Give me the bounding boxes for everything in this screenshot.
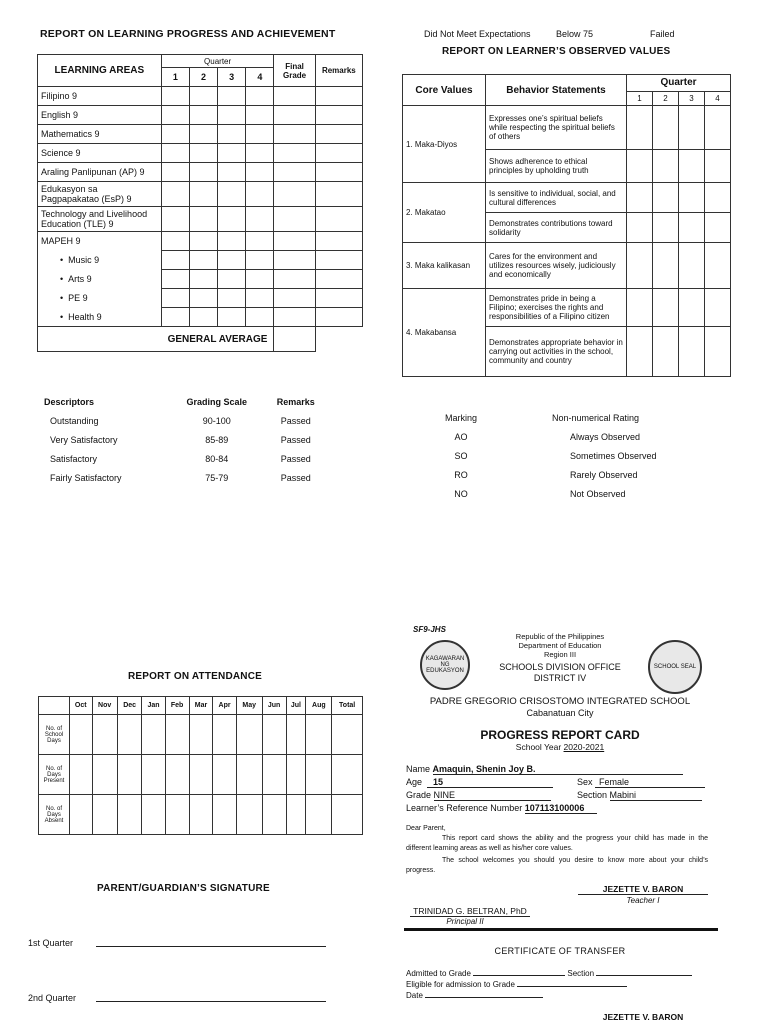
mapeh-subject: • Health 9 [38,308,162,327]
school-year: School Year 2020-2021 [515,742,605,752]
division: SCHOOLS DIVISION OFFICE [499,662,621,672]
subject-row [38,144,363,163]
school-seal-icon: SCHOOL SEAL [648,640,702,694]
descriptor: Outstanding [50,415,99,426]
attendance-title: REPORT ON ATTENDANCE [128,671,262,682]
principal-name: TRINIDAD G. BELTRAN, PhD [410,906,530,917]
section-value: Mabini [610,790,702,801]
subject-row [38,289,363,308]
q3-header: 3 [679,91,705,105]
quarter-1-label: 1st Quarter [28,938,74,948]
subject-name: Science 9 [38,144,162,163]
behavior-statement: Expresses one’s spiritual beliefs while respecting the spiritual beliefs of others [486,106,627,150]
subject-name: Technology and Livelihood Education (TLE) 9 [38,207,162,232]
behavior-statement: Is sensitive to individual, social, and cultural differences [486,183,627,213]
core-values-header: Core Values [403,75,486,106]
subject-row [38,232,363,251]
grading-scale: 80-84 [205,453,229,464]
subject-name: Edukasyon sa Pagpapakatao (EsP) 9 [38,182,162,207]
teacher-name: JEZETTE V. BARON [578,884,708,895]
lrn-value: 107113100006 [525,803,597,814]
letter-paragraph-1: This report card shows the ability and the progress your child has made in the different learning areas as well as his/her core values. [406,835,708,852]
age-value: 15 [427,777,553,788]
subject-name: Filipino 9 [38,87,162,106]
subject-row [38,207,363,232]
q1-header: 1 [627,91,653,105]
remarks-header: Remarks [315,55,362,87]
subject-row [38,308,363,327]
lrn-field: Learner’s Reference Number 107113100006 [406,803,597,814]
core-value: 1. Maka-Diyos [403,106,486,183]
core-value: 4. Makabansa [403,289,486,377]
school-name: PADRE GREGORIO CRISOSTOMO INTEGRATED SCHOOL [429,696,691,707]
progress-title: REPORT ON LEARNING PROGRESS AND ACHIEVEMENT [40,28,336,40]
name-value: Amaquin, Shenin Joy B. [433,764,683,775]
name-field: Name Amaquin, Shenin Joy B. [406,764,683,775]
grading-scale: 90-100 [202,415,231,426]
q2-header: 2 [653,91,679,105]
marking-header: Marking [444,412,477,423]
behavior-header: Behavior Statements [486,75,627,106]
grading-scale: 75-79 [205,472,229,483]
signature-line [96,946,326,947]
final-grade-header: Final Grade [274,55,315,87]
remark: Failed [650,29,675,39]
cert-title: CERTIFICATE OF TRANSFER [494,946,626,956]
marking-rating: Not Observed [570,488,626,499]
attendance-row-label: No. of Days Present [39,755,70,795]
subject-name: MAPEH 9 [38,232,162,251]
month-header: Apr [213,697,236,715]
subject-name: Mathematics 9 [38,125,162,144]
month-header: Mar [189,697,213,715]
subject-row [38,125,363,144]
marking-code: AO [454,431,468,442]
divider [404,928,718,931]
sex-field: Sex Female [577,777,705,788]
remark: Passed [280,434,311,445]
deped-seal-icon: KAGAWARAN NG EDUKASYON [420,640,470,690]
subject-row [38,251,363,270]
city: Cabanatuan City [526,708,594,718]
month-header: Dec [117,697,142,715]
descriptors-header: Descriptors [44,396,95,407]
q4-header: 4 [246,68,274,87]
grading-scale: Below 75 [556,29,594,39]
general-average-row [38,327,363,352]
grading-scale: 85-89 [205,434,229,445]
quarter-header: Quarter [627,75,731,92]
behavior-statement: Cares for the environment and utilizes resources wisely, judiciously and economically [486,243,627,289]
section-field: Section Mabini [577,790,702,801]
q2-header: 2 [189,68,217,87]
behavior-statement: Shows adherence to ethical principles by upholding truth [486,150,627,183]
descriptor: Did Not Meet Expectations [424,29,531,39]
letter-paragraph-2: The school welcomes you should you desire to know more about your child’s progress. [406,857,708,874]
eligible-field: Eligible for admission to Grade [406,980,627,989]
marking-table [420,408,680,503]
republic: Republic of the Philippines [515,632,605,641]
admitted-field: Admitted to Grade Section [406,969,692,978]
grading-scale-header: Grading Scale [186,396,248,407]
sex-value: Female [595,777,705,788]
subject-name: Araling Panlipunan (AP) 9 [38,163,162,182]
grade-value: NINE [434,790,551,801]
did-not-meet-row [424,29,704,39]
remarks-header: Remarks [276,396,315,407]
remark: Passed [280,453,311,464]
district: DISTRICT IV [533,673,587,683]
marking-rating: Sometimes Observed [570,450,657,461]
behavior-statement: Demonstrates pride in being a Filipino; exercises the rights and responsibilities of a Filipino citizen [486,289,627,327]
month-header: Aug [306,697,332,715]
learning-areas-table [37,54,363,352]
q1-header: 1 [161,68,189,87]
month-header: Oct [70,697,93,715]
core-value: 3. Maka kalikasan [403,243,486,289]
mapeh-subject: • PE 9 [38,289,162,308]
descriptor: Fairly Satisfactory [50,472,122,483]
principal-title: Principal II [446,917,484,926]
month-header: May [236,697,262,715]
attendance-row-label: No. of Days Absent [39,795,70,835]
attendance-row-label: No. of School Days [39,715,70,755]
month-header: Total [332,697,363,715]
quarter-2-label: 2nd Quarter [28,993,77,1003]
quarter-header: Quarter [161,55,274,68]
header-block [480,632,640,684]
school-year-value: 2020-2021 [563,742,605,752]
marking-rating: Rarely Observed [570,469,638,480]
subject-row [38,182,363,207]
region: Region III [543,650,577,659]
behavior-statement: Demonstrates contributions toward solidarity [486,213,627,243]
subject-row [38,163,363,182]
behavior-statement: Demonstrates appropriate behavior in carrying out activities in the school, community and country [486,327,627,377]
descriptors-table [38,392,328,487]
mapeh-subject: • Arts 9 [38,270,162,289]
descriptor: Satisfactory [50,453,98,464]
q4-header: 4 [705,91,731,105]
teacher-name-2: JEZETTE V. BARON [602,1012,684,1022]
marking-code: NO [454,488,468,499]
general-average-label: GENERAL AVERAGE [38,327,274,352]
signature-line [96,1001,326,1002]
month-header: Nov [92,697,117,715]
age-field: Age 15 [406,777,553,788]
rating-header: Non-numerical Rating [552,412,640,423]
values-title: REPORT ON LEARNER’S OBSERVED VALUES [442,46,671,57]
q3-header: 3 [218,68,246,87]
signature-title: PARENT/GUARDIAN’S SIGNATURE [97,883,270,894]
dear-parent: Dear Parent, [406,825,446,832]
teacher-title: Teacher I [626,896,660,905]
card-title: PROGRESS REPORT CARD [480,728,640,742]
core-value: 2. Makatao [403,183,486,243]
date-field: Date [406,991,543,1000]
subject-row [38,106,363,125]
remark: Passed [280,472,311,483]
department: Department of Education [518,641,602,650]
values-table [402,74,731,377]
marking-rating: Always Observed [570,431,641,442]
remark: Passed [280,415,311,426]
marking-code: RO [454,469,468,480]
month-header: Feb [165,697,189,715]
grade-field: Grade NINE [406,790,551,801]
attendance-table [38,696,363,835]
month-header: Jul [286,697,306,715]
subject-name: English 9 [38,106,162,125]
marking-code: SO [454,450,468,461]
month-header: Jan [142,697,165,715]
learning-areas-header: LEARNING AREAS [38,55,162,87]
subject-row [38,87,363,106]
mapeh-subject: • Music 9 [38,251,162,270]
descriptor: Very Satisfactory [50,434,118,445]
month-header: Jun [262,697,286,715]
form-code: SF9-JHS [413,625,446,634]
subject-row [38,270,363,289]
